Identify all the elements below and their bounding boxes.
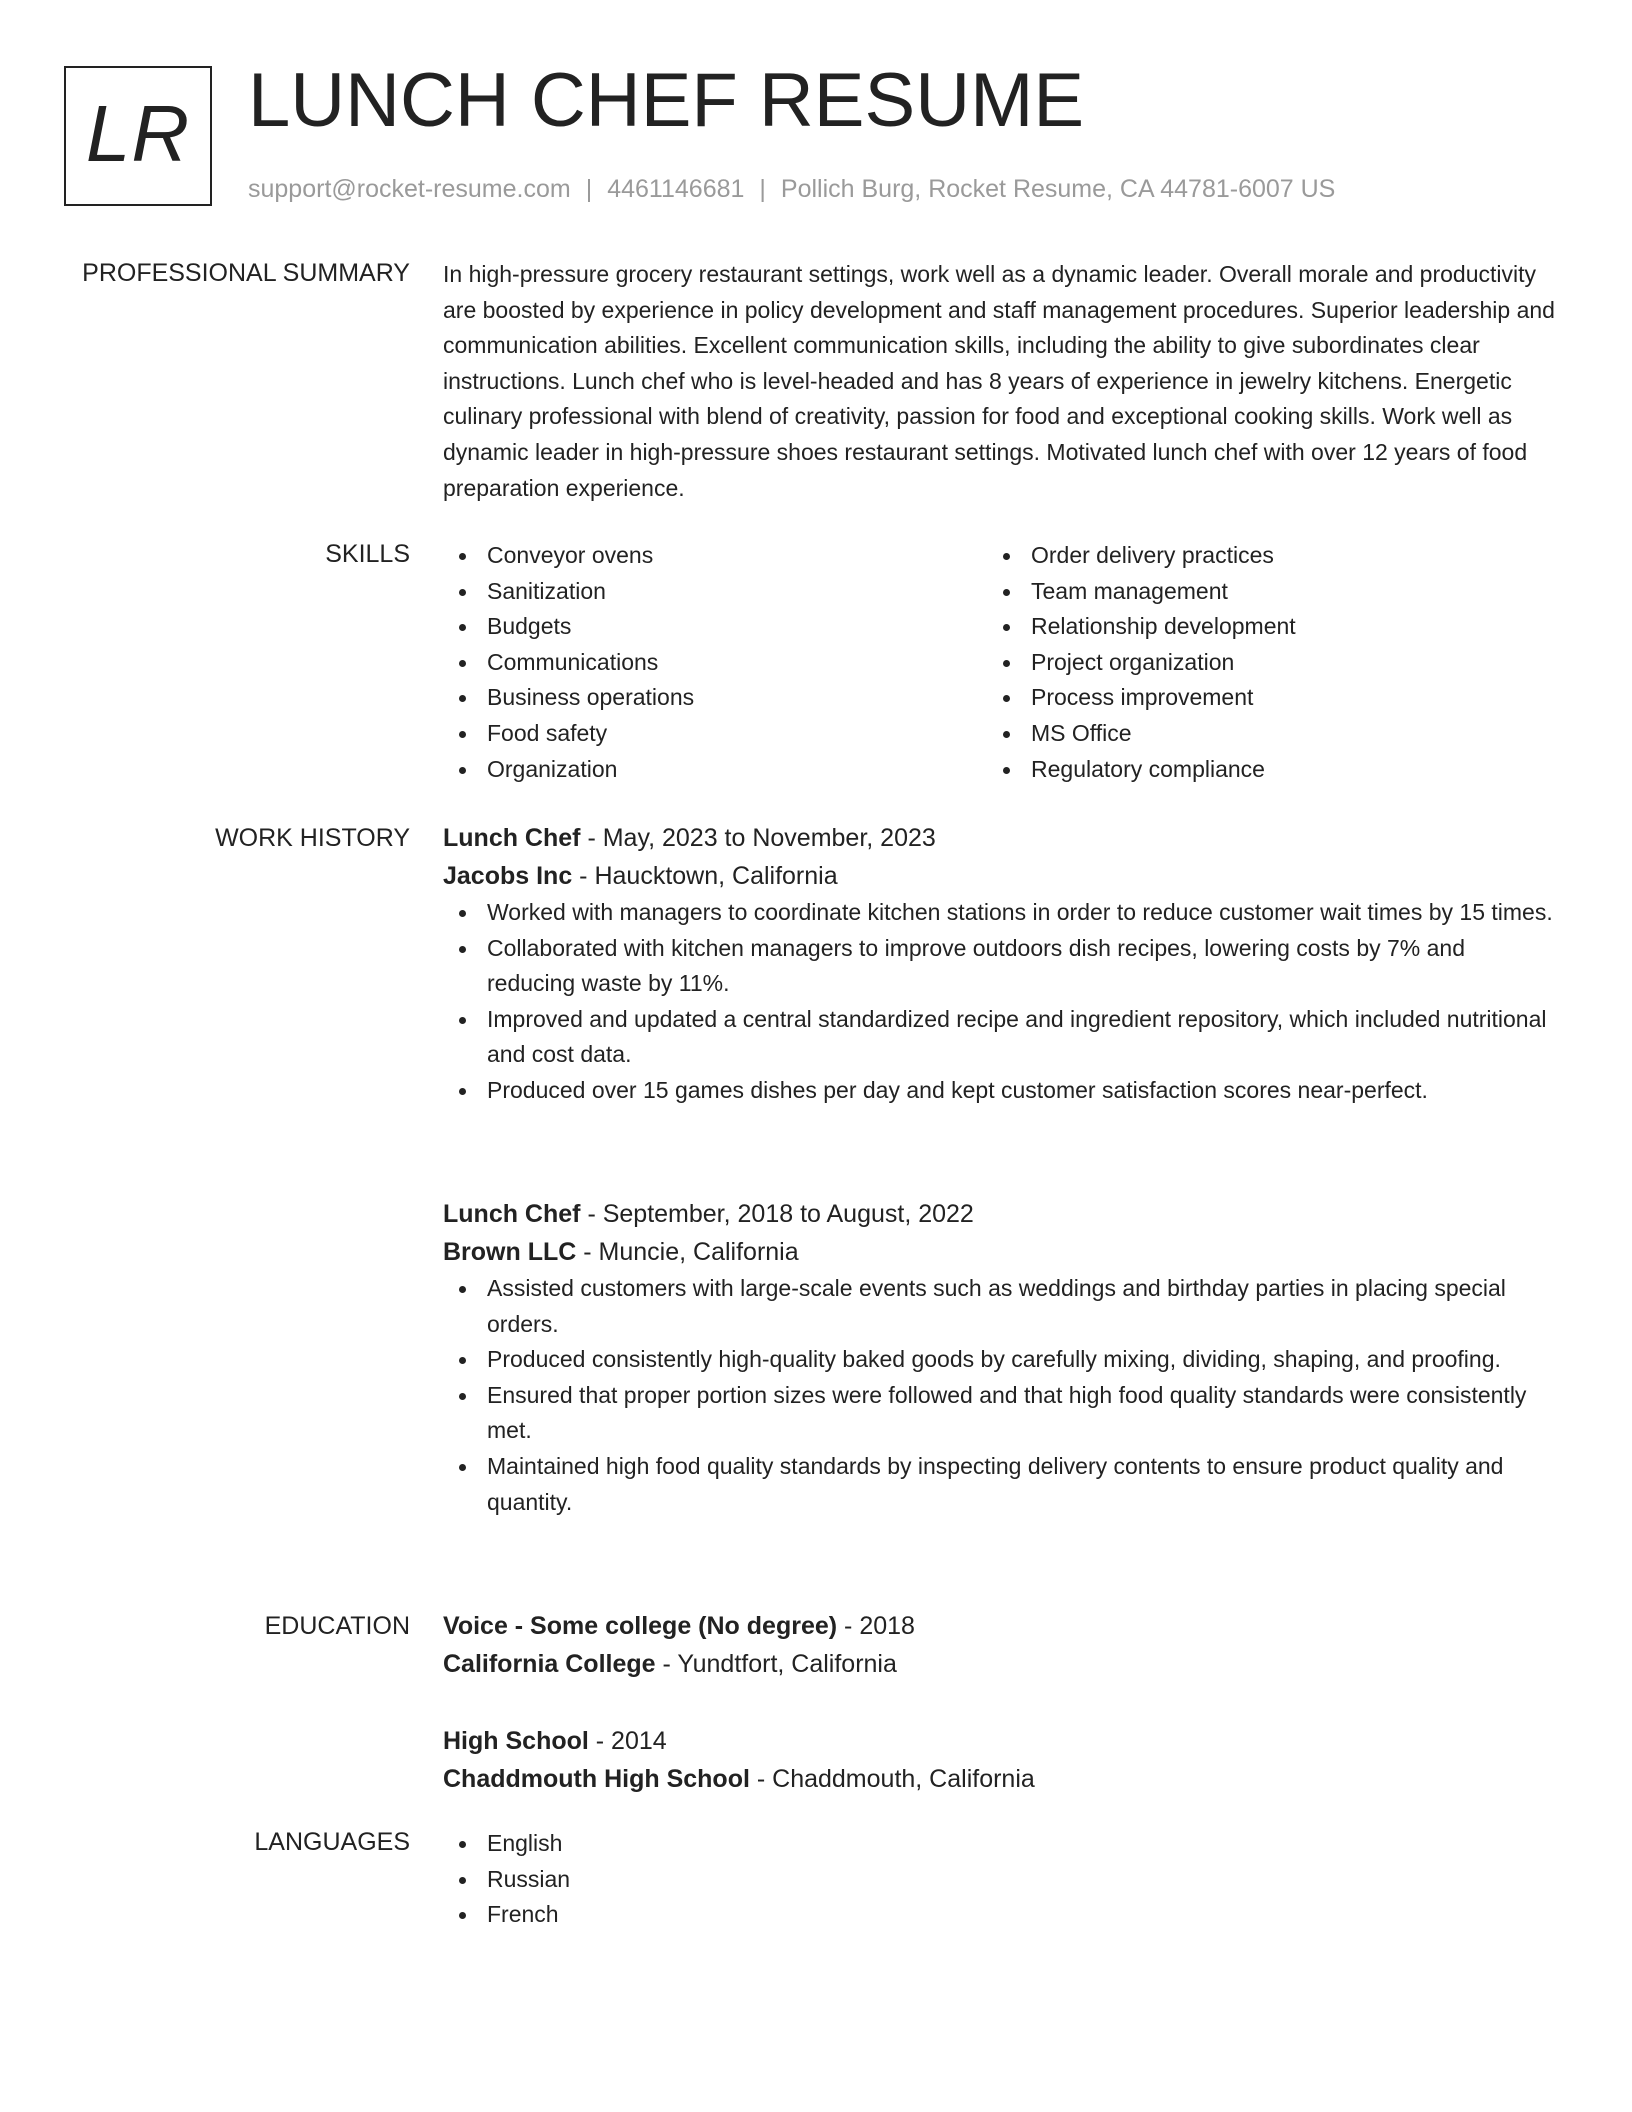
education-degree: High School bbox=[443, 1727, 589, 1755]
job-bullets bbox=[443, 1271, 1555, 1520]
monogram-initials: LR bbox=[85, 89, 191, 178]
dash: - bbox=[837, 1612, 860, 1640]
summary-body bbox=[443, 257, 1555, 506]
work-history-label: WORK HISTORY bbox=[215, 824, 410, 852]
education-label: EDUCATION bbox=[264, 1612, 410, 1640]
language-item: French bbox=[443, 1897, 1555, 1933]
resume-title: LUNCH CHEF RESUME bbox=[248, 58, 1085, 143]
education-degree-line bbox=[443, 1722, 1555, 1760]
skills-label: SKILLS bbox=[325, 540, 410, 568]
job-bullet: Maintained high food quality standards by inspecting delivery contents to ensure product quality and quantity. bbox=[443, 1449, 1555, 1520]
skill-item: Organization bbox=[443, 752, 987, 788]
job-dates: May, 2023 to November, 2023 bbox=[602, 824, 936, 852]
job-bullet: Produced over 15 games dishes per day and kept customer satisfaction scores near-perfect. bbox=[443, 1073, 1555, 1109]
languages-body bbox=[443, 1826, 1555, 1933]
contact-email: support@rocket-resume.com bbox=[248, 175, 571, 203]
skills-list-left bbox=[443, 538, 987, 787]
skill-item: Sanitization bbox=[443, 574, 987, 610]
job-bullet: Ensured that proper portion sizes were followed and that high food quality standards were consistently met. bbox=[443, 1378, 1555, 1449]
education-school: Chaddmouth High School bbox=[443, 1765, 750, 1793]
education-school: California College bbox=[443, 1650, 656, 1678]
contact-separator: | bbox=[585, 175, 593, 203]
education-degree-line bbox=[443, 1607, 1555, 1645]
dash: - bbox=[749, 1765, 773, 1793]
job-bullet: Collaborated with kitchen managers to improve outdoors dish recipes, lowering costs by 7% and reducing waste by 11%. bbox=[443, 931, 1555, 1002]
dash: - bbox=[655, 1650, 678, 1678]
skill-item: Business operations bbox=[443, 680, 987, 716]
skill-item: Food safety bbox=[443, 716, 987, 752]
skill-item: Regulatory compliance bbox=[987, 752, 1531, 788]
job-company-line bbox=[443, 857, 1555, 895]
dash: - bbox=[572, 862, 595, 890]
skill-item: Budgets bbox=[443, 609, 987, 645]
skill-item: Communications bbox=[443, 645, 987, 681]
skill-item: Relationship development bbox=[987, 609, 1531, 645]
contact-line bbox=[248, 174, 1335, 204]
dash: - bbox=[580, 824, 603, 852]
contact-separator: | bbox=[759, 175, 766, 203]
monogram-box bbox=[64, 66, 212, 206]
job-bullet: Produced consistently high-quality baked goods by carefully mixing, dividing, shaping, and proofing. bbox=[443, 1342, 1555, 1378]
job-title-line bbox=[443, 1195, 1555, 1233]
languages-list bbox=[443, 1826, 1555, 1933]
education-school-line bbox=[443, 1645, 1555, 1683]
summary-label: PROFESSIONAL SUMMARY bbox=[82, 259, 410, 287]
dash: - bbox=[588, 1727, 612, 1755]
job-dates: September, 2018 to August, 2022 bbox=[602, 1200, 974, 1228]
job-title: Lunch Chef bbox=[443, 1200, 581, 1228]
skill-item: Process improvement bbox=[987, 680, 1531, 716]
languages-label: LANGUAGES bbox=[254, 1828, 410, 1856]
skill-item: Project organization bbox=[987, 645, 1531, 681]
job-company-line bbox=[443, 1233, 1555, 1271]
job-title: Lunch Chef bbox=[443, 824, 581, 852]
education-school-line bbox=[443, 1760, 1555, 1798]
job-title-line bbox=[443, 819, 1555, 857]
skills-body bbox=[443, 538, 1555, 787]
job-bullets bbox=[443, 895, 1555, 1109]
education-location: Yundtfort, California bbox=[677, 1650, 897, 1678]
job-company: Jacobs Inc bbox=[443, 862, 573, 890]
skills-list-right bbox=[987, 538, 1531, 787]
language-item: English bbox=[443, 1826, 1555, 1862]
contact-address: Pollich Burg, Rocket Resume, CA 44781-6007 US bbox=[780, 175, 1336, 203]
education-degree: Voice - Some college (No degree) bbox=[443, 1612, 838, 1640]
job-bullet: Assisted customers with large-scale events such as weddings and birthday parties in placing special orders. bbox=[443, 1271, 1555, 1342]
contact-phone: 4461146681 bbox=[607, 175, 745, 203]
skill-item: Conveyor ovens bbox=[443, 538, 987, 574]
education-entry bbox=[443, 1607, 1555, 1683]
job-bullet: Worked with managers to coordinate kitchen stations in order to reduce customer wait times by 15 times. bbox=[443, 895, 1555, 931]
education-year: 2018 bbox=[859, 1612, 915, 1640]
job-location: Haucktown, California bbox=[594, 862, 838, 890]
job-entry bbox=[443, 819, 1555, 1109]
education-entry bbox=[443, 1722, 1555, 1798]
dash: - bbox=[580, 1200, 603, 1228]
dash: - bbox=[576, 1238, 599, 1266]
job-location: Muncie, California bbox=[598, 1238, 799, 1266]
skill-item: Team management bbox=[987, 574, 1531, 610]
summary-text: In high-pressure grocery restaurant settings, work well as a dynamic leader. Overall morale and productivity are boosted by experience in policy development and staff management procedures. Superior leadership and communication abilities. Excellent communication skills, including the ability to give subordinates clear instructions. Lunch chef who is level-headed and has 8 years of experience in jewelry kitchens. Energetic culinary professional with blend of creativity, passion for food and exceptional cooking skills. Work well as dynamic leader in high-pressure shoes restaurant settings. Motivated lunch chef with over 12 years of food preparation experience. bbox=[443, 261, 1555, 501]
job-bullet: Improved and updated a central standardized recipe and ingredient repository, which included nutritional and cost data. bbox=[443, 1002, 1555, 1073]
skill-item: MS Office bbox=[987, 716, 1531, 752]
skill-item: Order delivery practices bbox=[987, 538, 1531, 574]
job-company: Brown LLC bbox=[443, 1238, 577, 1266]
education-location: Chaddmouth, California bbox=[772, 1765, 1035, 1793]
language-item: Russian bbox=[443, 1862, 1555, 1898]
job-entry bbox=[443, 1195, 1555, 1520]
education-year: 2014 bbox=[611, 1727, 667, 1755]
